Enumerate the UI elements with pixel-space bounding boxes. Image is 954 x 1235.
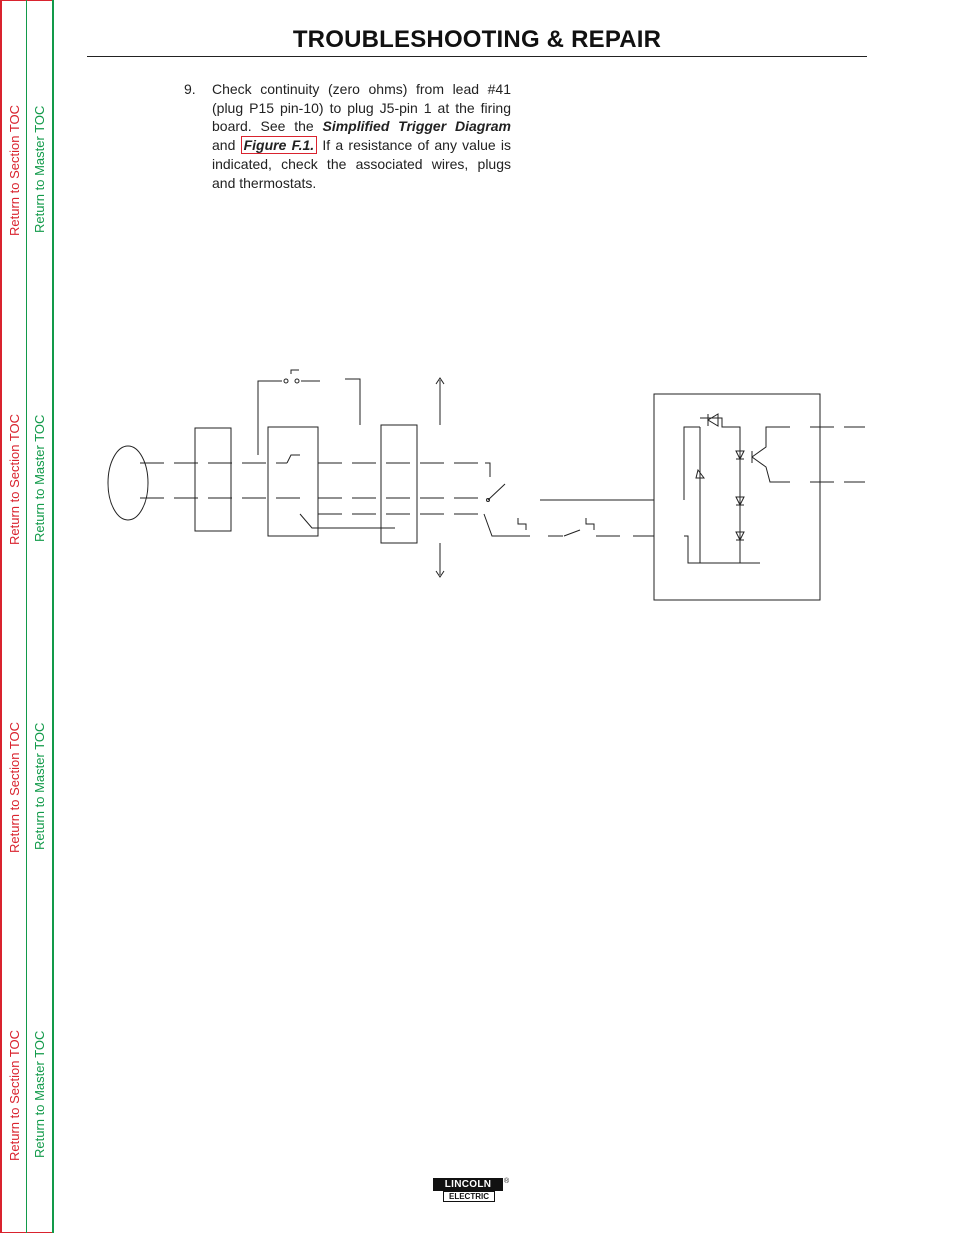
lincoln-electric-logo xyxy=(433,1178,511,1204)
return-to-master-toc-link[interactable]: Return to Master TOC xyxy=(32,105,47,233)
return-to-master-toc-link[interactable]: Return to Master TOC xyxy=(32,414,47,542)
simplified-trigger-diagram-ref: Simplified Trigger Diagram xyxy=(322,118,511,135)
toc-divider xyxy=(26,0,27,1233)
plug-block-2 xyxy=(268,427,318,536)
step-text xyxy=(212,80,511,192)
step-text-and: and xyxy=(212,137,241,154)
step-text-part-2: If a resistance of any value is indicated, check the associated wires, plugs and thermostats. xyxy=(212,137,511,191)
trigger-schematic xyxy=(100,360,880,610)
logo-bottom-text: ELECTRIC xyxy=(443,1191,495,1202)
return-to-master-toc-link[interactable]: Return to Master TOC xyxy=(32,1030,47,1158)
return-to-section-toc-link[interactable]: Return to Section TOC xyxy=(7,413,22,545)
return-to-section-toc-link[interactable]: Return to Section TOC xyxy=(7,1029,22,1161)
return-to-section-toc-link[interactable]: Return to Section TOC xyxy=(7,104,22,236)
step-number: 9. xyxy=(184,81,196,97)
registered-mark: ® xyxy=(504,1178,510,1185)
toc-green-border xyxy=(52,0,54,1233)
toc-red-border xyxy=(0,0,2,1233)
gun-connector xyxy=(108,446,148,520)
page-title: TROUBLESHOOTING & REPAIR xyxy=(292,26,662,53)
return-to-master-toc-link[interactable]: Return to Master TOC xyxy=(32,722,47,850)
plug-block-3 xyxy=(381,425,417,543)
step-text-part-1: Check continuity (zero ohms) from lead #41 (plug P15 pin-10) to plug J5-pin 1 at the firing board. See the xyxy=(212,81,511,135)
figure-f1-link[interactable]: Figure F.1. xyxy=(241,136,318,154)
plug-block-1 xyxy=(195,428,231,531)
title-rule xyxy=(87,56,867,57)
return-to-section-toc-link[interactable]: Return to Section TOC xyxy=(7,721,22,853)
logo-top-text: LINCOLN xyxy=(433,1178,503,1191)
